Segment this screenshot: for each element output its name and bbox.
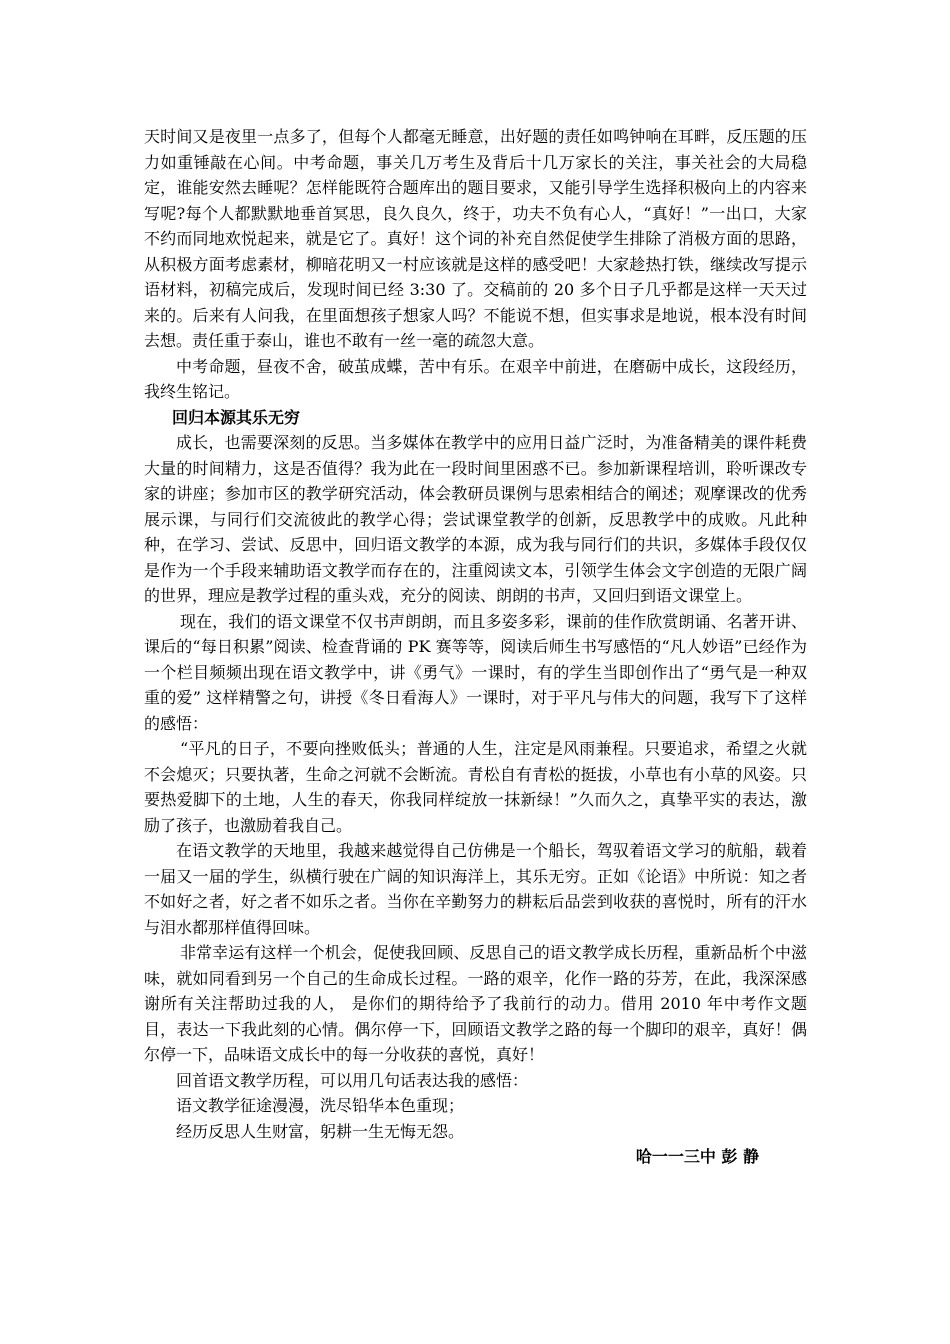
verse-line-1: 语文教学征途漫漫，洗尽铅华本色重现； [176,1096,465,1115]
paragraph-2: 中考命题，昼夜不舍，破茧成蝶，苦中有乐。在艰辛中前进，在磨砺中成长，这段经历，我终生铭记。 [144,356,807,401]
section-heading: 回归本源其乐无穷 [172,407,301,427]
paragraph-5: “平凡的日子，不要向挫败低头；普通的人生，注定是风雨兼程。只要追求，希望之火就不会熄灭；只要执著，生命之河就不会断流。青松自有青松的挺拔，小草也有小草的风姿。只要热爱脚下的土地，人生的春天，你我同样绽放一抹新绿！”久而久之，真挚平实的表达，激励了孩子，也激励着我自己。 [144,739,807,835]
paragraph-8: 回首语文教学历程，可以用几句话表达我的感悟： [176,1070,529,1090]
paragraph-3: 成长，也需要深刻的反思。当多媒体在教学中的应用日益广泛时，为准备精美的课件耗费大量的时间精力，这是否值得？我为此在一段时间里困惑不已。参加新课程培训，聆听课改专家的讲座；参加市区的教学研究活动，体会教研员课例与思索相结合的阐述；观摩课改的优秀展示课，与同行们交流彼此的教学心得；尝试课堂教学的创新，反思教学中的成败。凡此种种，在学习、尝试、反思中，回归语文教学的本源，成为我与同行们的共识，多媒体手段仅仅是作为一个手段来辅助语文教学而存在的，注重阅读文本，引领学生体会文字创造的无限广阔的世界，理应是教学过程的重头戏，充分的阅读、朗朗的书声，又回归到语文课堂上。 [144,433,807,605]
paragraph-7: 非常幸运有这样一个机会，促使我回顾、反思自己的语文教学成长历程，重新品析个中滋味，就如同看到另一个自己的生命成长过程。一路的艰辛，化作一路的芬芳，在此，我深深感谢所有关注帮助过我的人， 是你们的期待给予了我前行的动力。借用 2010 年中考作文题目，表达一下我此刻的心情。偶尔停一下，回顾语文教学之路的每一个脚印的艰辛，真好！偶尔停一下，品味语文成长中的每一分收获的喜悦，真好！ [144,943,807,1064]
verse-line-2: 经历反思人生财富，躬耕一生无悔无怨。 [176,1121,465,1141]
paragraph-6: 在语文教学的天地里，我越来越觉得自己仿佛是一个船长，驾驭着语文学习的航船，载着一届又一届的学生，纵横行驶在广阔的知识海洋上，其乐无穷。正如《论语》中所说：知之者不如好之者，好之者不如乐之者。当你在辛勤努力的耕耘后品尝到收获的喜悦时，所有的汗水与泪水都那样值得回味。 [144,841,807,937]
author-signature: 哈一一三中 彭 静 [635,1147,759,1166]
paragraph-1: 天时间又是夜里一点多了，但每个人都毫无睡意，出好题的责任如鸣钟响在耳畔，反压题的压力如重锤敲在心间。中考命题，事关几万考生及背后十几万家长的关注，事关社会的大局稳定，谁能安然去睡呢？怎样能既符合题库出的题目要求，又能引导学生选择积极向上的内容来写呢?每个人都默默地垂首冥思，良久良久，终于，功夫不负有心人，“真好！”一出口，大家不约而同地欢悦起来，就是它了。真好！这个词的补充自然促使学生排除了消极方面的思路，从积极方面考虑素材，柳暗花明又一村应该就是这样的感受吧！大家趁热打铁，继续改写提示语材料，初稿完成后，发现时间已经 3:30 了。交稿前的 20 多个日子几乎都是这样一天天过来的。后来有人问我，在里面想孩子想家人吗？不能说不想，但实事求是地说，根本没有时间去想。责任重于泰山，谁也不敢有一丝一毫的疏忽大意。 [144,127,807,350]
document-page [144,124,807,1170]
paragraph-4: 现在，我们的语文课堂不仅书声朗朗，而且多姿多彩，课前的佳作欣赏朗诵、名著开讲、课后的“每日积累”阅读、检查背诵的 PK 赛等等，阅读后师生书写感悟的“凡人妙语”已经作为一个栏目频频出现在语文教学中，讲《勇气》一课时，有的学生当即创作出了“勇气是一种双重的爱” 这样精警之句，讲授《冬日看海人》一课时，对于平凡与伟大的问题，我写下了这样的感悟： [144,611,807,733]
